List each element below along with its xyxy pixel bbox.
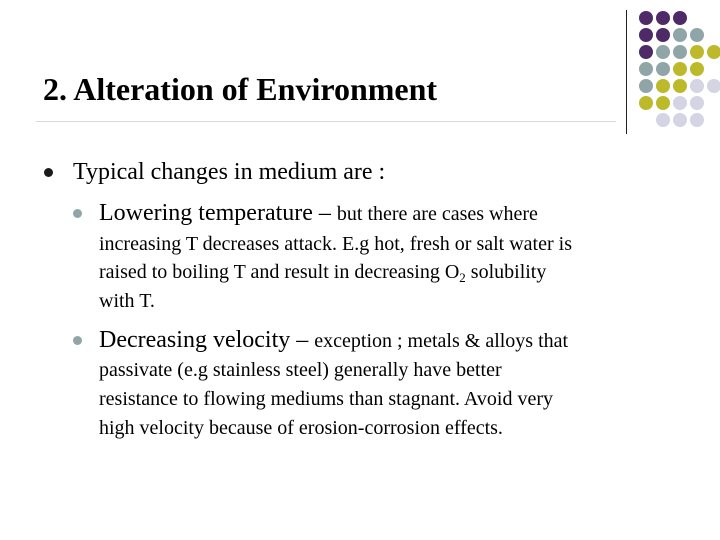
subscript-2: 2	[459, 270, 466, 285]
decorative-dot	[690, 62, 704, 76]
decorative-dot	[673, 96, 687, 110]
sub-point-1-lead-rest: but there are cases where	[336, 203, 538, 225]
sub-point-1-line-3	[99, 260, 546, 284]
sub-point-1-line-3-rest: solubility	[465, 261, 547, 283]
decorative-dot	[656, 79, 670, 93]
decorative-dot	[673, 62, 687, 76]
sub-point-1-line-4: with T.	[99, 290, 155, 312]
vertical-divider	[626, 10, 627, 134]
decorative-dot	[707, 79, 720, 93]
decorative-dot	[673, 28, 687, 42]
main-point: Typical changes in medium are :	[73, 159, 386, 185]
sub-point-2-first-line	[99, 326, 568, 355]
sub-point-2-line-4: high velocity because of erosion-corrosion effects.	[99, 417, 503, 439]
decorative-dot	[656, 11, 670, 25]
sub-point-2-lead-rest: exception ; metals & alloys that	[314, 330, 569, 352]
decorative-dot	[656, 96, 670, 110]
decorative-dot	[673, 79, 687, 93]
decorative-dot	[690, 79, 704, 93]
decorative-dot	[656, 45, 670, 59]
decorative-dot	[707, 45, 720, 59]
decorative-dot	[639, 28, 653, 42]
sub-point-1-line-2: increasing T decreases attack. E.g hot, fresh or salt water is	[99, 233, 572, 255]
sub-point-1-lead: Lowering temperature –	[99, 200, 337, 226]
decorative-dot	[656, 113, 670, 127]
decorative-dot	[673, 45, 687, 59]
title-underline	[36, 121, 616, 122]
sub-point-1-line-3-text: raised to boiling T and result in decreasing O	[99, 261, 460, 283]
sub-bullet-icon	[73, 209, 82, 218]
decorative-dot	[656, 28, 670, 42]
decorative-dot	[639, 79, 653, 93]
decorative-dot	[690, 45, 704, 59]
sub-point-1-first-line	[99, 199, 538, 228]
decorative-dot	[690, 96, 704, 110]
decorative-dot	[639, 96, 653, 110]
bullet-icon	[44, 168, 53, 177]
slide-title: 2. Alteration of Environment	[43, 71, 438, 107]
decorative-dot	[673, 113, 687, 127]
decorative-dot	[690, 28, 704, 42]
sub-point-2-line-2: passivate (e.g stainless steel) generally have better	[99, 359, 502, 381]
decorative-dot	[690, 113, 704, 127]
sub-point-2-lead: Decreasing velocity –	[99, 327, 315, 353]
sub-point-2-line-3: resistance to flowing mediums than stagnant. Avoid very	[99, 388, 553, 410]
decorative-dot	[656, 62, 670, 76]
sub-bullet-icon	[73, 336, 82, 345]
decorative-dot	[639, 62, 653, 76]
decorative-dot	[639, 11, 653, 25]
decorative-dot	[673, 11, 687, 25]
decorative-dot	[639, 45, 653, 59]
